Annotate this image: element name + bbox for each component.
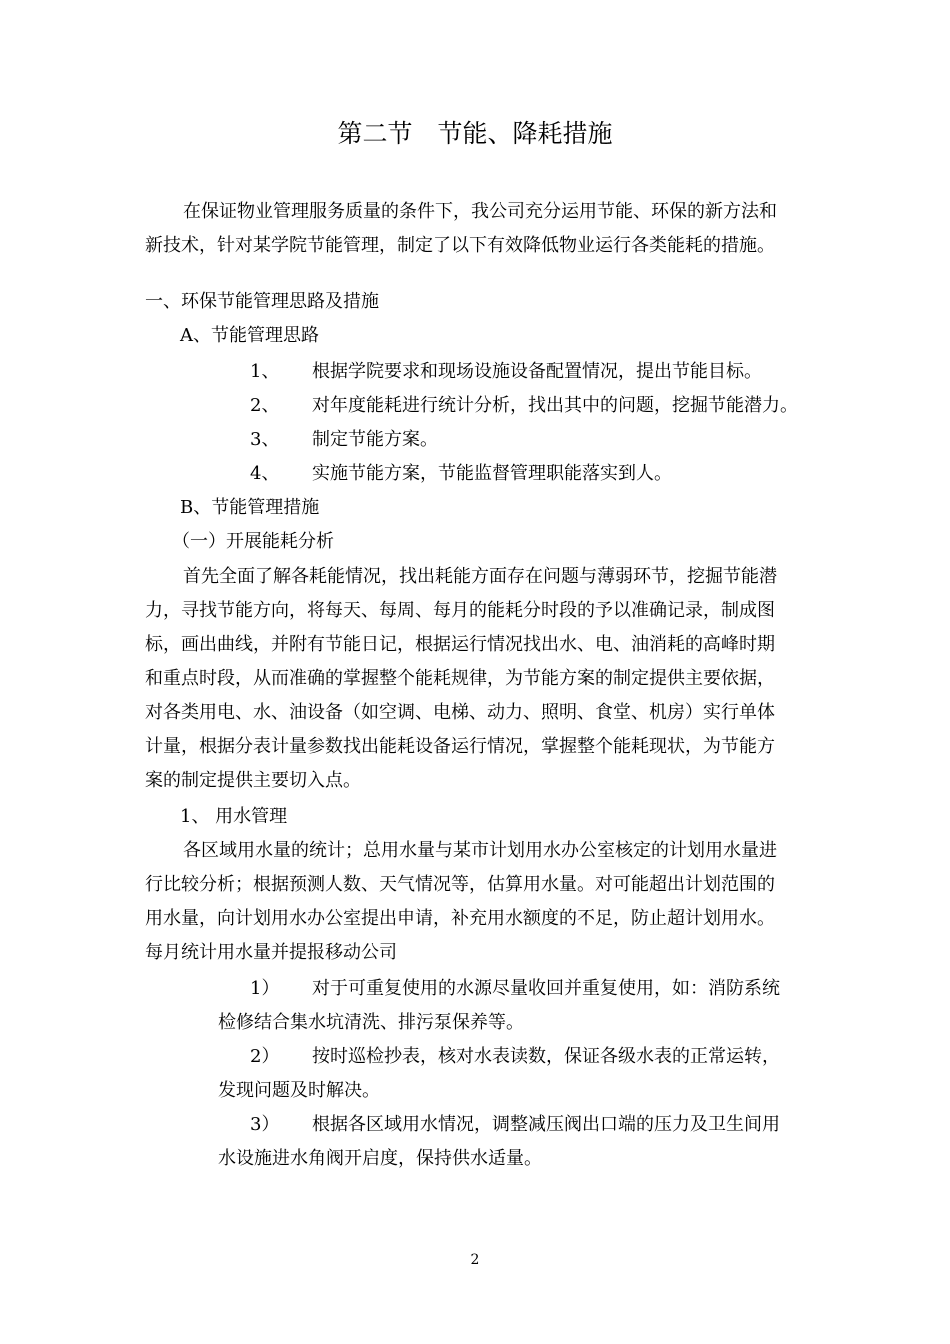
- subsection-heading: （一）开展能耗分析: [172, 531, 334, 552]
- water-management-heading: 1、 用水管理: [180, 806, 288, 827]
- list-item-number: 2、: [250, 395, 280, 416]
- list-item-text: 根据学院要求和现场设施设备配置情况，提出节能目标。: [312, 361, 762, 382]
- analysis-line-1: 首先全面了解各耗能情况，找出耗能方面存在问题与薄弱环节，挖掘节能潜: [183, 566, 777, 587]
- page-title: 第二节 节能、降耗措施: [337, 119, 613, 148]
- water-item-number: 3）: [250, 1114, 280, 1135]
- list-item-number: 3、: [250, 429, 280, 450]
- water-line-3: 用水量，向计划用水办公室提出申请，补充用水额度的不足，防止超计划用水。: [145, 908, 775, 929]
- water-item-text: 对于可重复使用的水源尽量收回并重复使用，如：消防系统: [312, 978, 780, 999]
- analysis-line-3: 标，画出曲线，并附有节能日记，根据运行情况找出水、电、油消耗的高峰时期: [145, 634, 775, 655]
- section-heading: 一、环保节能管理思路及措施: [145, 291, 379, 312]
- water-item-text-cont: 发现问题及时解决。: [218, 1080, 380, 1101]
- list-item-text: 制定节能方案。: [312, 429, 438, 450]
- intro-line-2: 新技术，针对某学院节能管理，制定了以下有效降低物业运行各类能耗的措施。: [145, 235, 775, 256]
- intro-line-1: 在保证物业管理服务质量的条件下，我公司充分运用节能、环保的新方法和: [183, 201, 777, 222]
- water-line-4: 每月统计用水量并提报移动公司: [145, 942, 397, 963]
- analysis-line-5: 对各类用电、水、油设备（如空调、电梯、动力、照明、食堂、机房）实行单体: [145, 702, 775, 723]
- water-item-number: 1）: [250, 978, 280, 999]
- analysis-line-7: 案的制定提供主要切入点。: [145, 770, 361, 791]
- analysis-line-2: 力，寻找节能方向，将每天、每周、每月的能耗分时段的予以准确记录，制成图: [145, 600, 775, 621]
- water-line-1: 各区域用水量的统计；总用水量与某市计划用水办公室核定的计划用水量进: [183, 840, 777, 861]
- water-item-text-cont: 水设施进水角阀开启度，保持供水适量。: [218, 1148, 542, 1169]
- list-item-number: 4、: [250, 463, 280, 484]
- analysis-line-6: 计量，根据分表计量参数找出能耗设备运行情况，掌握整个能耗现状，为节能方: [145, 736, 775, 757]
- water-item-number: 2）: [250, 1046, 280, 1067]
- part-b-heading: B、节能管理措施: [180, 497, 320, 518]
- water-item-text: 按时巡检抄表，核对水表读数，保证各级水表的正常运转，: [312, 1046, 780, 1067]
- list-item-number: 1、: [250, 361, 280, 382]
- list-item-text: 对年度能耗进行统计分析，找出其中的问题，挖掘节能潜力。: [312, 395, 798, 416]
- page-number: 2: [470, 1252, 480, 1268]
- part-a-heading: A、节能管理思路: [180, 325, 319, 346]
- water-item-text: 根据各区域用水情况，调整减压阀出口端的压力及卫生间用: [312, 1114, 780, 1135]
- water-line-2: 行比较分析；根据预测人数、天气情况等，估算用水量。对可能超出计划范围的: [145, 874, 775, 895]
- water-item-text-cont: 检修结合集水坑清洗、排污泵保养等。: [218, 1012, 524, 1033]
- analysis-line-4: 和重点时段，从而准确的掌握整个能耗规律，为节能方案的制定提供主要依据，: [145, 668, 775, 689]
- list-item-text: 实施节能方案，节能监督管理职能落实到人。: [312, 463, 672, 484]
